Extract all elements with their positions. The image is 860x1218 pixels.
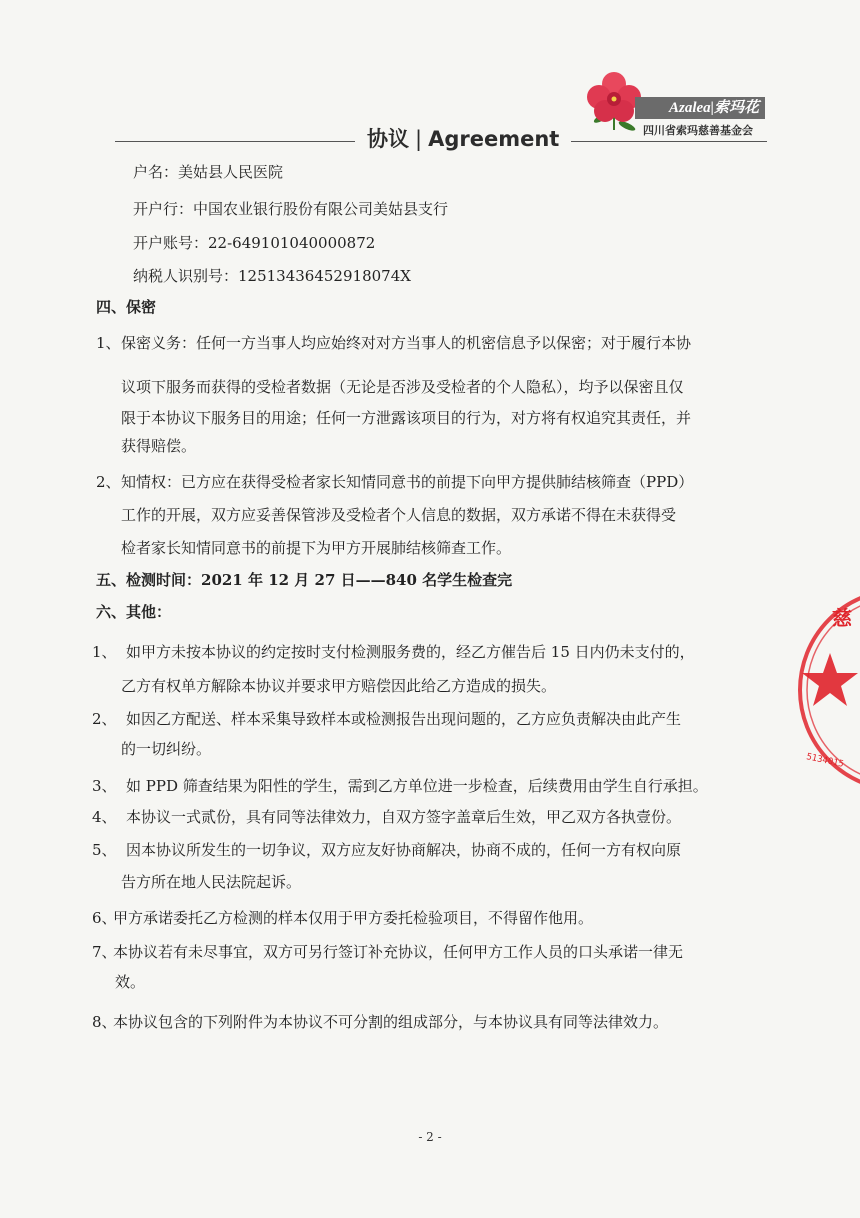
clause-line: 本协议包含的下列附件为本协议不可分割的组成部分，与本协议具有同等法律效力。 bbox=[113, 1013, 669, 1031]
clause-line: 工作的开展，双方应妥善保管涉及受检者个人信息的数据，双方承诺不得在未获得受 bbox=[121, 506, 677, 524]
title-cn: 协议 bbox=[367, 127, 409, 151]
seal-text-top: 慈 bbox=[832, 606, 852, 630]
clause-line: 如 PPD 筛查结果为阳性的学生，需到乙方单位进一步检查，后续费用由学生自行承担。 bbox=[126, 777, 708, 795]
page-title bbox=[355, 122, 571, 156]
seal-graphic bbox=[792, 585, 860, 800]
logo-org: 四川省索玛慈善基金会 bbox=[643, 124, 753, 137]
logo-brand: Azalea|索玛花 bbox=[635, 97, 765, 119]
clause-number: 4、 bbox=[92, 808, 117, 826]
section-5-heading: 五、检测时间：2021 年 12 月 27 日——840 名学生检查完 bbox=[96, 571, 513, 589]
account-name: 户名：美姑县人民医院 bbox=[133, 163, 284, 181]
section-6-heading: 六、其他： bbox=[96, 603, 172, 621]
clause-line: 如甲方未按本协议的约定按时支付检测服务费的，经乙方催告后 15 日内仍未支付的， bbox=[126, 643, 695, 661]
seal-star-icon bbox=[802, 653, 858, 706]
red-seal-stamp bbox=[792, 585, 860, 800]
clause-line: 本协议一式贰份，具有同等法律效力，自双方签字盖章后生效，甲乙双方各执壹份。 bbox=[126, 808, 682, 826]
clause-line: 乙方有权单方解除本协议并要求甲方赔偿因此给乙方造成的损失。 bbox=[121, 677, 557, 695]
clause-number: 7、 bbox=[92, 943, 117, 961]
clause-line: 检者家长知情同意书的前提下为甲方开展肺结核筛查工作。 bbox=[121, 539, 512, 557]
clause-line: 获得赔偿。 bbox=[121, 437, 197, 455]
clause-line: 议项下服务而获得的受检者数据（无论是否涉及受检者的个人隐私），均予以保密且仅 bbox=[121, 378, 684, 396]
title-separator: | bbox=[415, 127, 423, 151]
clause-number: 1、 bbox=[92, 643, 117, 661]
clause-line: 的一切纠纷。 bbox=[121, 740, 212, 758]
clause-number: 6、 bbox=[92, 909, 117, 927]
tax-id: 纳税人识别号：12513436452918074X bbox=[133, 267, 411, 285]
clause-line: 如因乙方配送、样本采集导致样本或检测报告出现问题的，乙方应负责解决由此产生 bbox=[126, 710, 682, 728]
foundation-logo bbox=[583, 70, 773, 140]
clause-number: 8、 bbox=[92, 1013, 117, 1031]
page-number: - 2 - bbox=[418, 1130, 442, 1144]
clause-number: 3、 bbox=[92, 777, 117, 795]
clause-line: 本协议若有未尽事宜，双方可另行签订补充协议，任何甲方工作人员的口头承诺一律无 bbox=[113, 943, 684, 961]
clause-line: 告方所在地人民法院起诉。 bbox=[121, 873, 302, 891]
clause-line: 限于本协议下服务目的用途；任何一方泄露该项目的行为，对方将有权追究其责任，并 bbox=[121, 409, 692, 427]
clause-line: 效。 bbox=[115, 973, 146, 991]
clause-number: 2、 bbox=[92, 710, 117, 728]
clause-line: 保密义务：任何一方当事人均应始终对对方当事人的机密信息予以保密；对于履行本协 bbox=[121, 334, 692, 352]
seal-text-bottom: 5134015 bbox=[805, 752, 845, 770]
clause-line: 甲方承诺委托乙方检测的样本仅用于甲方委托检验项目，不得留作他用。 bbox=[113, 909, 594, 927]
clause-number: 5、 bbox=[92, 841, 117, 859]
bank-name: 开户行：中国农业银行股份有限公司美姑县支行 bbox=[133, 200, 449, 218]
clause-number: 2、 bbox=[96, 473, 121, 491]
account-number: 开户账号：22-649101040000872 bbox=[133, 234, 376, 252]
clause-line: 因本协议所发生的一切争议，双方应友好协商解决，协商不成的，任何一方有权向原 bbox=[126, 841, 682, 859]
section-4-heading: 四、保密 bbox=[96, 298, 157, 316]
title-en: Agreement bbox=[428, 127, 560, 151]
clause-line: 知情权：已方应在获得受检者家长知情同意书的前提下向甲方提供肺结核筛查（PPD） bbox=[121, 473, 694, 491]
clause-number: 1、 bbox=[96, 334, 121, 352]
